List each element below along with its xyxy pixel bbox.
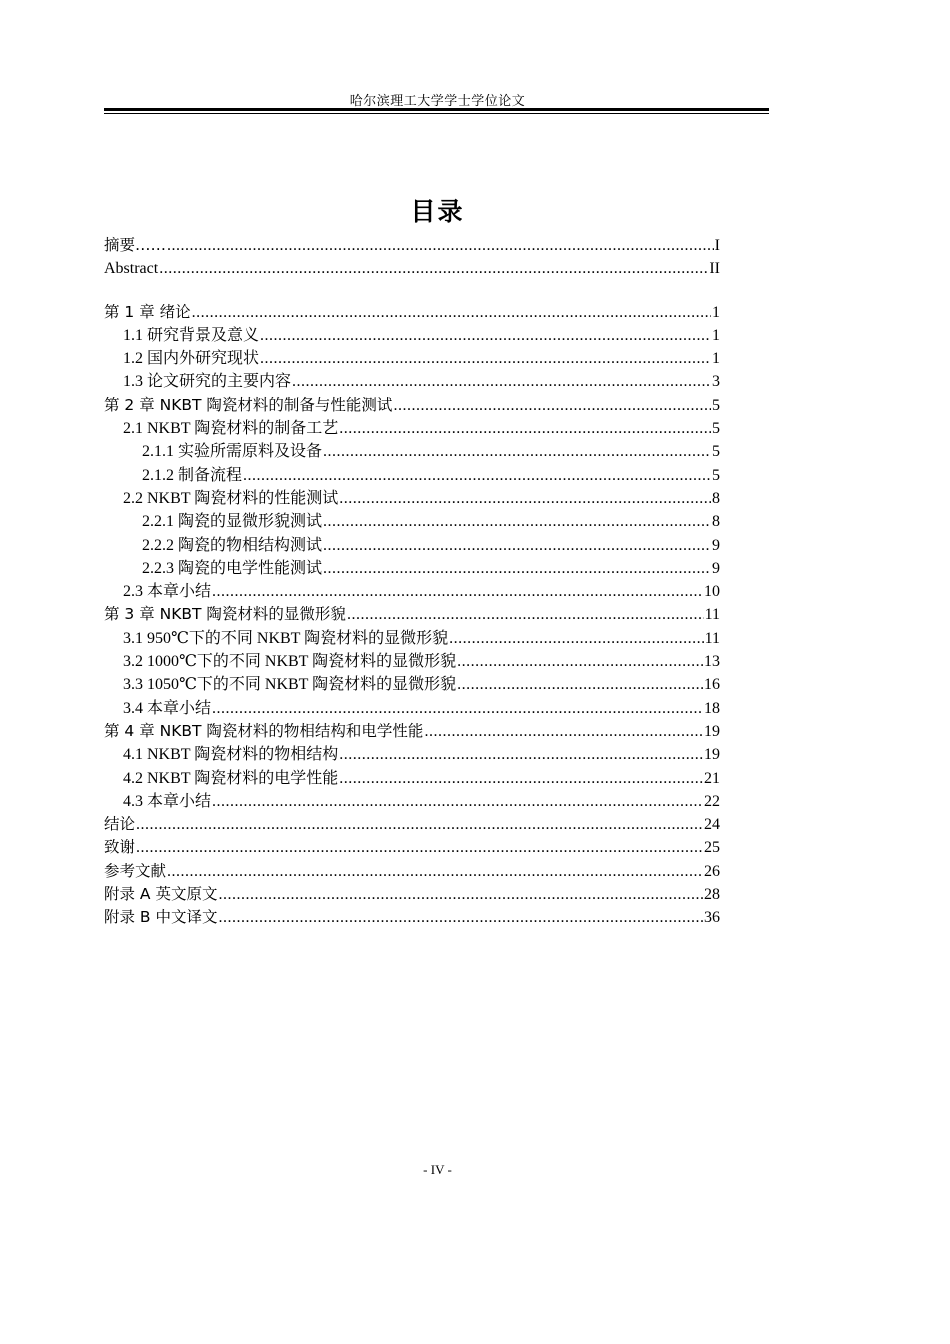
toc-entry-label: 4.3 本章小结 — [123, 792, 212, 810]
toc-leader-dots — [339, 487, 711, 510]
toc-entry-label: 2.2.2 陶瓷的物相结构测试 — [142, 536, 323, 554]
toc-entry[interactable] — [104, 440, 720, 463]
toc-leader-dots — [457, 650, 703, 673]
toc-entry[interactable] — [104, 906, 720, 929]
toc-leader-dots — [260, 324, 711, 347]
toc-entry-label: 参考文献 — [104, 861, 167, 880]
toc-entry-page: 3 — [712, 373, 720, 391]
toc-leader-dots — [339, 767, 703, 790]
toc-leader-dots — [167, 860, 703, 883]
toc-entry-label: 3.4 本章小结 — [123, 699, 212, 717]
toc-leader-dots — [323, 510, 711, 533]
toc-entry[interactable] — [104, 324, 720, 347]
toc-entry[interactable] — [104, 790, 720, 813]
toc-entry[interactable] — [104, 743, 720, 766]
toc-entry-page: 22 — [704, 792, 720, 810]
toc-entry-page: 36 — [704, 909, 720, 927]
toc-entry-page: 18 — [704, 699, 720, 717]
toc-entry-page: 9 — [712, 559, 720, 577]
toc-entry-page: 16 — [704, 676, 720, 694]
toc-entry-abstract-en[interactable] — [104, 257, 720, 280]
toc-leader-dots — [136, 836, 703, 859]
toc-entry-page: 5 — [712, 396, 720, 414]
toc-entry-label: 第 2 章 NKBT 陶瓷材料的制备与性能测试 — [104, 395, 393, 414]
toc-entry-label: 第 3 章 NKBT 陶瓷材料的显微形貌 — [104, 605, 346, 624]
toc-leader-dots — [323, 557, 711, 580]
toc-entry-label: 4.1 NKBT 陶瓷材料的物相结构 — [123, 746, 339, 764]
toc-entry-label: 3.3 1050℃下的不同 NKBT 陶瓷材料的显微形貌 — [123, 676, 457, 694]
header-rule-thin — [104, 113, 769, 114]
toc-entry-page: 10 — [704, 583, 720, 601]
toc-leader-dots — [243, 464, 711, 487]
toc-entry[interactable] — [104, 557, 720, 580]
toc-entry-page: 5 — [712, 466, 720, 484]
toc-leader-dots — [219, 906, 704, 929]
toc-leader-dots — [347, 603, 704, 626]
toc-entry-label: 1.3 论文研究的主要内容 — [123, 373, 292, 391]
toc-entry-page: 13 — [704, 653, 720, 671]
toc-leader-dots — [167, 234, 714, 257]
toc-leader-dots — [212, 580, 703, 603]
toc-entry-label: 附录 A 英文原文 — [104, 885, 218, 904]
toc-entry-label: 1.1 研究背景及意义 — [123, 326, 260, 344]
toc-entry-label: 2.3 本章小结 — [123, 583, 212, 601]
toc-entry[interactable] — [104, 347, 720, 370]
toc-entry[interactable] — [104, 650, 720, 673]
toc-entry-label: Abstract — [104, 260, 159, 278]
toc-entry-label: 2.2.1 陶瓷的显微形貌测试 — [142, 513, 323, 531]
header-rule-thick — [104, 108, 769, 111]
toc-entry-abstract-cn[interactable] — [104, 234, 720, 257]
toc-entry-label: 3.1 950℃下的不同 NKBT 陶瓷材料的显微形貌 — [123, 629, 449, 647]
toc-leader-dots — [260, 347, 711, 370]
toc-entry-page: 19 — [704, 722, 720, 740]
toc-leader-dots — [457, 673, 703, 696]
toc-entry-page: 1 — [712, 350, 720, 368]
toc-entry[interactable] — [104, 534, 720, 557]
toc-entry[interactable] — [104, 417, 720, 440]
toc-leader-dots — [323, 440, 711, 463]
toc-entry-label: 4.2 NKBT 陶瓷材料的电学性能 — [123, 769, 339, 787]
toc-entry-page: I — [714, 237, 720, 254]
toc-entry[interactable] — [104, 370, 720, 393]
toc-entry[interactable] — [104, 627, 720, 650]
toc-entry-page: 1 — [712, 303, 720, 321]
toc-entry[interactable] — [104, 720, 720, 743]
toc-leader-dots — [393, 394, 711, 417]
toc-entry-page: 9 — [712, 536, 720, 554]
toc-entry-label: 1.2 国内外研究现状 — [123, 350, 260, 368]
toc-entry-page: 11 — [704, 606, 720, 624]
toc-entry[interactable] — [104, 697, 720, 720]
toc-entry-page: 8 — [712, 513, 720, 531]
toc-entry-page: II — [709, 260, 720, 278]
toc-entry-label: 2.1.2 制备流程 — [142, 466, 243, 484]
toc-entry-label: 附录 B 中文译文 — [104, 908, 218, 927]
toc-entry-page: 5 — [712, 420, 720, 438]
toc-entry[interactable] — [104, 603, 720, 626]
toc-entry[interactable] — [104, 580, 720, 603]
toc-entry-page: 19 — [704, 746, 720, 764]
page-number: - IV - — [423, 1162, 452, 1177]
toc-entry-page: 1 — [712, 326, 720, 344]
table-of-contents — [104, 234, 720, 930]
toc-title: 目录 — [410, 197, 465, 226]
toc-entries — [104, 301, 720, 930]
toc-leader-dots — [323, 534, 711, 557]
toc-entry[interactable] — [104, 673, 720, 696]
toc-leader-dots — [424, 720, 703, 743]
toc-entry-label: 摘要…… — [104, 236, 167, 254]
toc-leader-dots — [449, 627, 703, 650]
toc-leader-dots — [136, 813, 703, 836]
toc-entry[interactable] — [104, 464, 720, 487]
toc-entry-page: 24 — [704, 816, 720, 834]
toc-entry-page: 5 — [712, 443, 720, 461]
toc-entry-label: 2.1 NKBT 陶瓷材料的制备工艺 — [123, 420, 339, 438]
running-header: 哈尔滨理工大学学士学位论文 — [349, 93, 526, 108]
toc-entry[interactable] — [104, 394, 720, 417]
toc-leader-dots — [159, 257, 708, 280]
toc-entry-label: 3.2 1000℃下的不同 NKBT 陶瓷材料的显微形貌 — [123, 653, 457, 671]
toc-entry[interactable] — [104, 301, 720, 324]
toc-entry-label: 致谢 — [104, 838, 136, 857]
toc-entry[interactable] — [104, 510, 720, 533]
toc-entry-page: 28 — [704, 886, 720, 904]
toc-entry[interactable] — [104, 860, 720, 883]
toc-leader-dots — [339, 417, 711, 440]
toc-entry-page: 8 — [712, 489, 720, 507]
toc-entry[interactable] — [104, 813, 720, 836]
toc-leader-dots — [212, 790, 703, 813]
toc-entry[interactable] — [104, 767, 720, 790]
toc-leader-dots — [212, 697, 703, 720]
toc-leader-dots — [218, 883, 703, 906]
toc-entry-page: 25 — [704, 839, 720, 857]
toc-entry-label: 第 1 章 绪论 — [104, 302, 191, 321]
toc-entry[interactable] — [104, 883, 720, 906]
toc-entry-label: 2.1.1 实验所需原料及设备 — [142, 443, 323, 461]
toc-entry-label: 第 4 章 NKBT 陶瓷材料的物相结构和电学性能 — [104, 721, 424, 740]
toc-entry-label: 2.2.3 陶瓷的电学性能测试 — [142, 559, 323, 577]
toc-entry[interactable] — [104, 836, 720, 859]
toc-entry-label: 结论 — [104, 815, 136, 834]
toc-entry-page: 11 — [704, 629, 720, 647]
toc-entry-page: 21 — [704, 769, 720, 787]
toc-leader-dots — [339, 743, 703, 766]
toc-entry-page: 26 — [704, 862, 720, 880]
toc-leader-dots — [292, 370, 711, 393]
toc-entry[interactable] — [104, 487, 720, 510]
toc-leader-dots — [192, 301, 711, 324]
toc-entry-label: 2.2 NKBT 陶瓷材料的性能测试 — [123, 489, 339, 507]
